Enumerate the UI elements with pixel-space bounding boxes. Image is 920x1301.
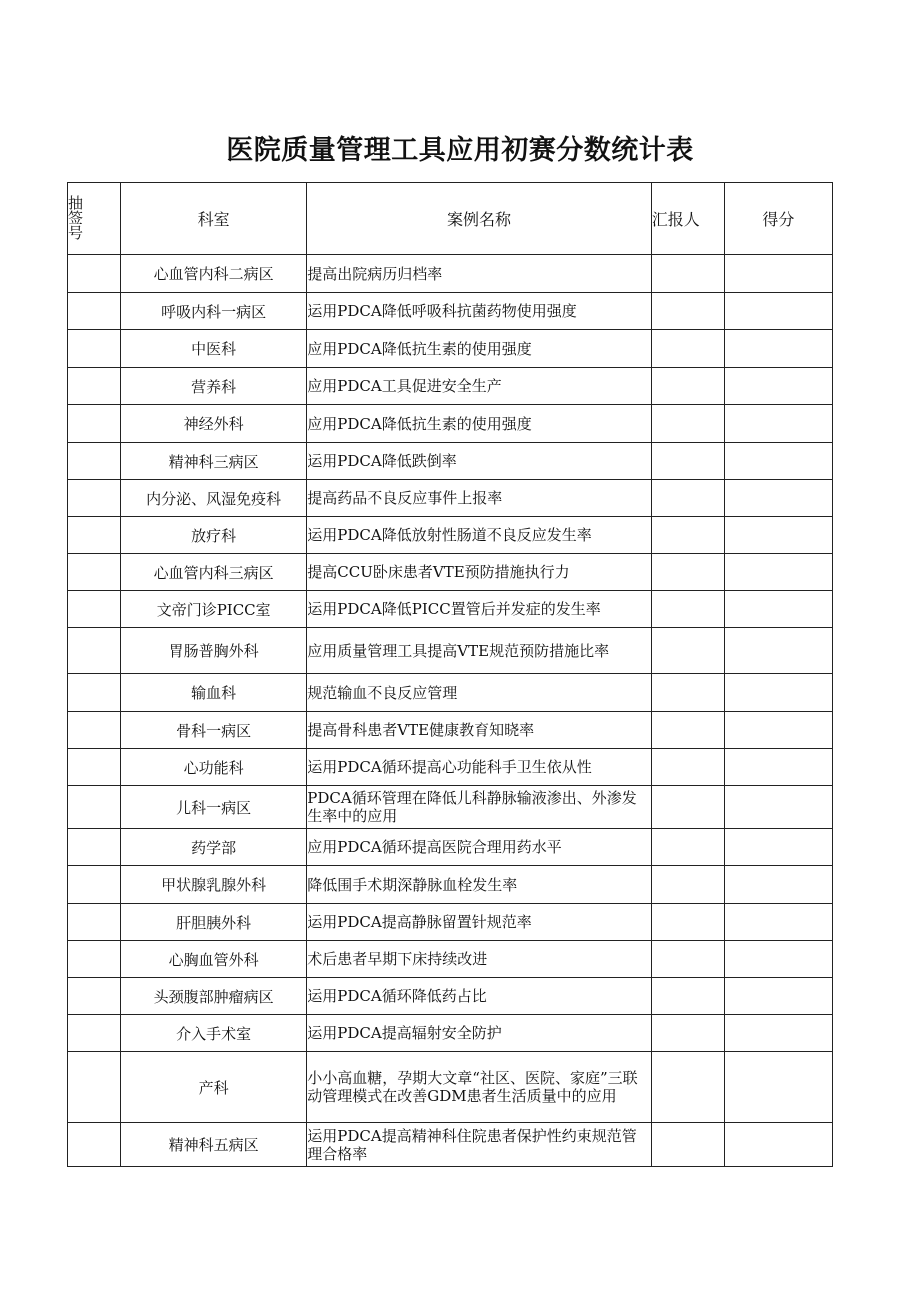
cell-reporter bbox=[651, 628, 724, 674]
cell-case-name: 应用PDCA降低抗生素的使用强度 bbox=[307, 405, 651, 443]
table-row bbox=[68, 255, 833, 293]
cell-draw-no bbox=[68, 904, 121, 941]
cell-reporter bbox=[651, 829, 724, 866]
table-row bbox=[68, 517, 833, 554]
cell-draw-no bbox=[68, 517, 121, 554]
cell-score bbox=[724, 674, 832, 712]
cell-score bbox=[724, 941, 832, 978]
cell-reporter bbox=[651, 255, 724, 293]
cell-score bbox=[724, 749, 832, 786]
cell-reporter bbox=[651, 517, 724, 554]
cell-case-name: 运用PDCA降低呼吸科抗菌药物使用强度 bbox=[307, 293, 651, 330]
table-row bbox=[68, 293, 833, 330]
cell-case-name: 运用PDCA提高精神科住院患者保护性约束规范管理合格率 bbox=[307, 1123, 651, 1167]
score-table bbox=[67, 182, 833, 1167]
cell-department: 药学部 bbox=[121, 829, 307, 866]
cell-case-name: 提高出院病历归档率 bbox=[307, 255, 651, 293]
table-row bbox=[68, 443, 833, 480]
cell-reporter bbox=[651, 368, 724, 405]
cell-score bbox=[724, 978, 832, 1015]
cell-draw-no bbox=[68, 1015, 121, 1052]
cell-draw-no bbox=[68, 368, 121, 405]
cell-draw-no bbox=[68, 628, 121, 674]
header-department: 科室 bbox=[121, 183, 307, 255]
cell-department: 头颈腹部肿瘤病区 bbox=[121, 978, 307, 1015]
cell-score bbox=[724, 405, 832, 443]
cell-case-name: PDCA循环管理在降低儿科静脉输液渗出、外渗发生率中的应用 bbox=[307, 786, 651, 829]
cell-reporter bbox=[651, 866, 724, 904]
cell-reporter bbox=[651, 941, 724, 978]
table-row bbox=[68, 712, 833, 749]
cell-reporter bbox=[651, 480, 724, 517]
cell-score bbox=[724, 712, 832, 749]
cell-draw-no bbox=[68, 443, 121, 480]
cell-reporter bbox=[651, 1015, 724, 1052]
cell-reporter bbox=[651, 443, 724, 480]
cell-score bbox=[724, 628, 832, 674]
cell-case-name: 运用PDCA循环提高心功能科手卫生依从性 bbox=[307, 749, 651, 786]
cell-draw-no bbox=[68, 293, 121, 330]
table-row bbox=[68, 829, 833, 866]
table-row bbox=[68, 978, 833, 1015]
cell-draw-no bbox=[68, 554, 121, 591]
cell-score bbox=[724, 330, 832, 368]
cell-reporter bbox=[651, 293, 724, 330]
cell-score bbox=[724, 368, 832, 405]
cell-case-name: 运用PDCA提高辐射安全防护 bbox=[307, 1015, 651, 1052]
cell-reporter bbox=[651, 554, 724, 591]
cell-draw-no bbox=[68, 978, 121, 1015]
cell-draw-no bbox=[68, 480, 121, 517]
header-reporter: 汇报人 bbox=[651, 183, 724, 255]
cell-draw-no bbox=[68, 786, 121, 829]
cell-department: 放疗科 bbox=[121, 517, 307, 554]
cell-score bbox=[724, 517, 832, 554]
cell-score bbox=[724, 591, 832, 628]
table-header-row bbox=[68, 183, 833, 255]
cell-draw-no bbox=[68, 1123, 121, 1167]
cell-case-name: 应用质量管理工具提高VTE规范预防措施比率 bbox=[307, 628, 651, 674]
cell-score bbox=[724, 480, 832, 517]
cell-reporter bbox=[651, 330, 724, 368]
cell-score bbox=[724, 1015, 832, 1052]
table-row bbox=[68, 628, 833, 674]
cell-department: 呼吸内科一病区 bbox=[121, 293, 307, 330]
cell-score bbox=[724, 443, 832, 480]
cell-case-name: 降低围手术期深静脉血栓发生率 bbox=[307, 866, 651, 904]
cell-reporter bbox=[651, 712, 724, 749]
header-case-name: 案例名称 bbox=[307, 183, 651, 255]
table-row bbox=[68, 749, 833, 786]
cell-draw-no bbox=[68, 749, 121, 786]
cell-department: 中医科 bbox=[121, 330, 307, 368]
table-row bbox=[68, 941, 833, 978]
cell-case-name: 提高药品不良反应事件上报率 bbox=[307, 480, 651, 517]
cell-draw-no bbox=[68, 829, 121, 866]
cell-department: 心血管内科二病区 bbox=[121, 255, 307, 293]
cell-department: 文帝门诊PICC室 bbox=[121, 591, 307, 628]
cell-case-name: 应用PDCA工具促进安全生产 bbox=[307, 368, 651, 405]
table-row bbox=[68, 405, 833, 443]
cell-reporter bbox=[651, 1052, 724, 1123]
cell-department: 肝胆胰外科 bbox=[121, 904, 307, 941]
cell-draw-no bbox=[68, 866, 121, 904]
cell-score bbox=[724, 786, 832, 829]
cell-case-name: 运用PDCA循环降低药占比 bbox=[307, 978, 651, 1015]
cell-score bbox=[724, 554, 832, 591]
cell-department: 儿科一病区 bbox=[121, 786, 307, 829]
cell-draw-no bbox=[68, 1052, 121, 1123]
cell-case-name: 规范输血不良反应管理 bbox=[307, 674, 651, 712]
table-row bbox=[68, 330, 833, 368]
cell-department: 心胸血管外科 bbox=[121, 941, 307, 978]
header-score: 得分 bbox=[724, 183, 832, 255]
cell-score bbox=[724, 293, 832, 330]
cell-case-name: 提高骨科患者VTE健康教育知晓率 bbox=[307, 712, 651, 749]
cell-reporter bbox=[651, 978, 724, 1015]
cell-reporter bbox=[651, 591, 724, 628]
cell-case-name: 运用PDCA降低跌倒率 bbox=[307, 443, 651, 480]
table-row bbox=[68, 1015, 833, 1052]
cell-case-name: 应用PDCA循环提高医院合理用药水平 bbox=[307, 829, 651, 866]
cell-reporter bbox=[651, 674, 724, 712]
cell-case-name: 术后患者早期下床持续改进 bbox=[307, 941, 651, 978]
cell-case-name: 应用PDCA降低抗生素的使用强度 bbox=[307, 330, 651, 368]
cell-case-name: 小小高血糖，孕期大文章“社区、医院、家庭”三联动管理模式在改善GDM患者生活质量中的应用 bbox=[307, 1052, 651, 1123]
table-row bbox=[68, 1123, 833, 1167]
cell-draw-no bbox=[68, 674, 121, 712]
cell-case-name: 运用PDCA降低放射性肠道不良反应发生率 bbox=[307, 517, 651, 554]
cell-reporter bbox=[651, 1123, 724, 1167]
table-row bbox=[68, 368, 833, 405]
cell-draw-no bbox=[68, 330, 121, 368]
header-draw-no: 抽签号 bbox=[68, 183, 121, 255]
cell-department: 产科 bbox=[121, 1052, 307, 1123]
cell-score bbox=[724, 1123, 832, 1167]
table-row bbox=[68, 904, 833, 941]
cell-score bbox=[724, 866, 832, 904]
cell-department: 心血管内科三病区 bbox=[121, 554, 307, 591]
cell-department: 输血科 bbox=[121, 674, 307, 712]
cell-case-name: 提高CCU卧床患者VTE预防措施执行力 bbox=[307, 554, 651, 591]
cell-case-name: 运用PDCA降低PICC置管后并发症的发生率 bbox=[307, 591, 651, 628]
cell-case-name: 运用PDCA提高静脉留置针规范率 bbox=[307, 904, 651, 941]
cell-reporter bbox=[651, 786, 724, 829]
cell-score bbox=[724, 1052, 832, 1123]
table-row bbox=[68, 866, 833, 904]
table-row bbox=[68, 674, 833, 712]
cell-reporter bbox=[651, 749, 724, 786]
cell-department: 内分泌、风湿免疫科 bbox=[121, 480, 307, 517]
table-row bbox=[68, 554, 833, 591]
cell-department: 精神科五病区 bbox=[121, 1123, 307, 1167]
cell-department: 精神科三病区 bbox=[121, 443, 307, 480]
cell-department: 介入手术室 bbox=[121, 1015, 307, 1052]
page-title: 医院质量管理工具应用初赛分数统计表 bbox=[226, 135, 694, 166]
cell-score bbox=[724, 829, 832, 866]
cell-department: 甲状腺乳腺外科 bbox=[121, 866, 307, 904]
cell-draw-no bbox=[68, 405, 121, 443]
cell-department: 骨科一病区 bbox=[121, 712, 307, 749]
table-row bbox=[68, 1052, 833, 1123]
cell-draw-no bbox=[68, 941, 121, 978]
cell-draw-no bbox=[68, 591, 121, 628]
cell-department: 营养科 bbox=[121, 368, 307, 405]
cell-score bbox=[724, 255, 832, 293]
cell-reporter bbox=[651, 904, 724, 941]
cell-department: 心功能科 bbox=[121, 749, 307, 786]
cell-draw-no bbox=[68, 712, 121, 749]
cell-score bbox=[724, 904, 832, 941]
table-row bbox=[68, 480, 833, 517]
cell-draw-no bbox=[68, 255, 121, 293]
table-row bbox=[68, 786, 833, 829]
cell-department: 神经外科 bbox=[121, 405, 307, 443]
table-row bbox=[68, 591, 833, 628]
cell-reporter bbox=[651, 405, 724, 443]
cell-department: 胃肠普胸外科 bbox=[121, 628, 307, 674]
